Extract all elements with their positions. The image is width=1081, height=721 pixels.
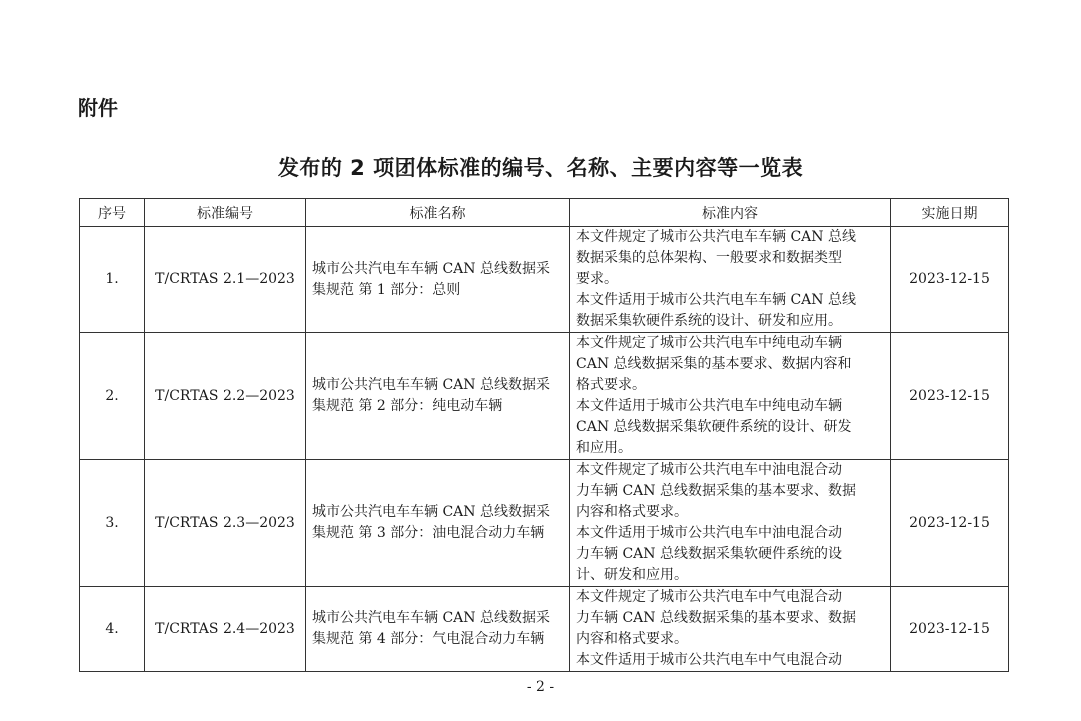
content-line: 本文件规定了城市公共汽电车车辆 CAN 总线	[576, 229, 856, 245]
row-content	[570, 587, 891, 672]
row-name: 城市公共汽电车车辆 CAN 总线数据采集规范 第 1 部分：总则	[306, 227, 570, 333]
page-number: - 2 -	[526, 679, 555, 695]
row-code: T/CRTAS 2.2—2023	[145, 333, 306, 460]
row-index: 4.	[80, 587, 145, 672]
row-index: 3.	[80, 460, 145, 587]
content-line: 数据采集软硬件系统的设计、研发和应用。	[576, 313, 842, 329]
content-line: 数据采集的总体架构、一般要求和数据类型	[576, 250, 842, 266]
table-row	[80, 587, 1009, 672]
table-header-row	[80, 199, 1009, 227]
content-line: 力车辆 CAN 总线数据采集软硬件系统的设	[576, 546, 842, 562]
content-line: 和应用。	[576, 440, 632, 456]
content-line: 力车辆 CAN 总线数据采集的基本要求、数据	[576, 610, 856, 626]
document-title: 发布的 2 项团体标准的编号、名称、主要内容等一览表	[277, 156, 804, 180]
row-date: 2023-12-15	[891, 227, 1009, 333]
row-content	[570, 333, 891, 460]
content-line: 本文件规定了城市公共汽电车中纯电动车辆	[576, 335, 842, 351]
content-line: 本文件规定了城市公共汽电车中气电混合动	[576, 589, 842, 605]
content-line: 要求。	[576, 271, 618, 287]
table-row	[80, 227, 1009, 333]
row-content	[570, 460, 891, 587]
header-date: 实施日期	[891, 199, 1009, 227]
row-code: T/CRTAS 2.1—2023	[145, 227, 306, 333]
header-index: 序号	[80, 199, 145, 227]
content-line: 内容和格式要求。	[576, 631, 688, 647]
content-line: 本文件适用于城市公共汽电车车辆 CAN 总线	[576, 292, 856, 308]
row-name: 城市公共汽电车车辆 CAN 总线数据采集规范 第 2 部分：纯电动车辆	[306, 333, 570, 460]
header-content: 标准内容	[570, 199, 891, 227]
row-date: 2023-12-15	[891, 333, 1009, 460]
content-line: 力车辆 CAN 总线数据采集的基本要求、数据	[576, 483, 856, 499]
row-code: T/CRTAS 2.3—2023	[145, 460, 306, 587]
content-line: CAN 总线数据采集的基本要求、数据内容和	[576, 356, 852, 372]
row-name: 城市公共汽电车车辆 CAN 总线数据采集规范 第 4 部分：气电混合动力车辆	[306, 587, 570, 672]
row-date: 2023-12-15	[891, 587, 1009, 672]
table-row	[80, 333, 1009, 460]
row-code: T/CRTAS 2.4—2023	[145, 587, 306, 672]
content-line: 计、研发和应用。	[576, 567, 688, 583]
attachment-label: 附件	[78, 96, 118, 120]
row-date: 2023-12-15	[891, 460, 1009, 587]
content-line: 内容和格式要求。	[576, 504, 688, 520]
content-line: 本文件适用于城市公共汽电车中油电混合动	[576, 525, 842, 541]
header-name: 标准名称	[306, 199, 570, 227]
content-line: 本文件适用于城市公共汽电车中纯电动车辆	[576, 398, 842, 414]
row-name: 城市公共汽电车车辆 CAN 总线数据采集规范 第 3 部分：油电混合动力车辆	[306, 460, 570, 587]
table-row	[80, 460, 1009, 587]
content-line: 本文件适用于城市公共汽电车中气电混合动	[576, 652, 842, 668]
content-line: 格式要求。	[576, 377, 646, 393]
header-code: 标准编号	[145, 199, 306, 227]
row-content	[570, 227, 891, 333]
row-index: 2.	[80, 333, 145, 460]
row-index: 1.	[80, 227, 145, 333]
standards-table	[79, 198, 1009, 672]
content-line: 本文件规定了城市公共汽电车中油电混合动	[576, 462, 842, 478]
content-line: CAN 总线数据采集软硬件系统的设计、研发	[576, 419, 852, 435]
